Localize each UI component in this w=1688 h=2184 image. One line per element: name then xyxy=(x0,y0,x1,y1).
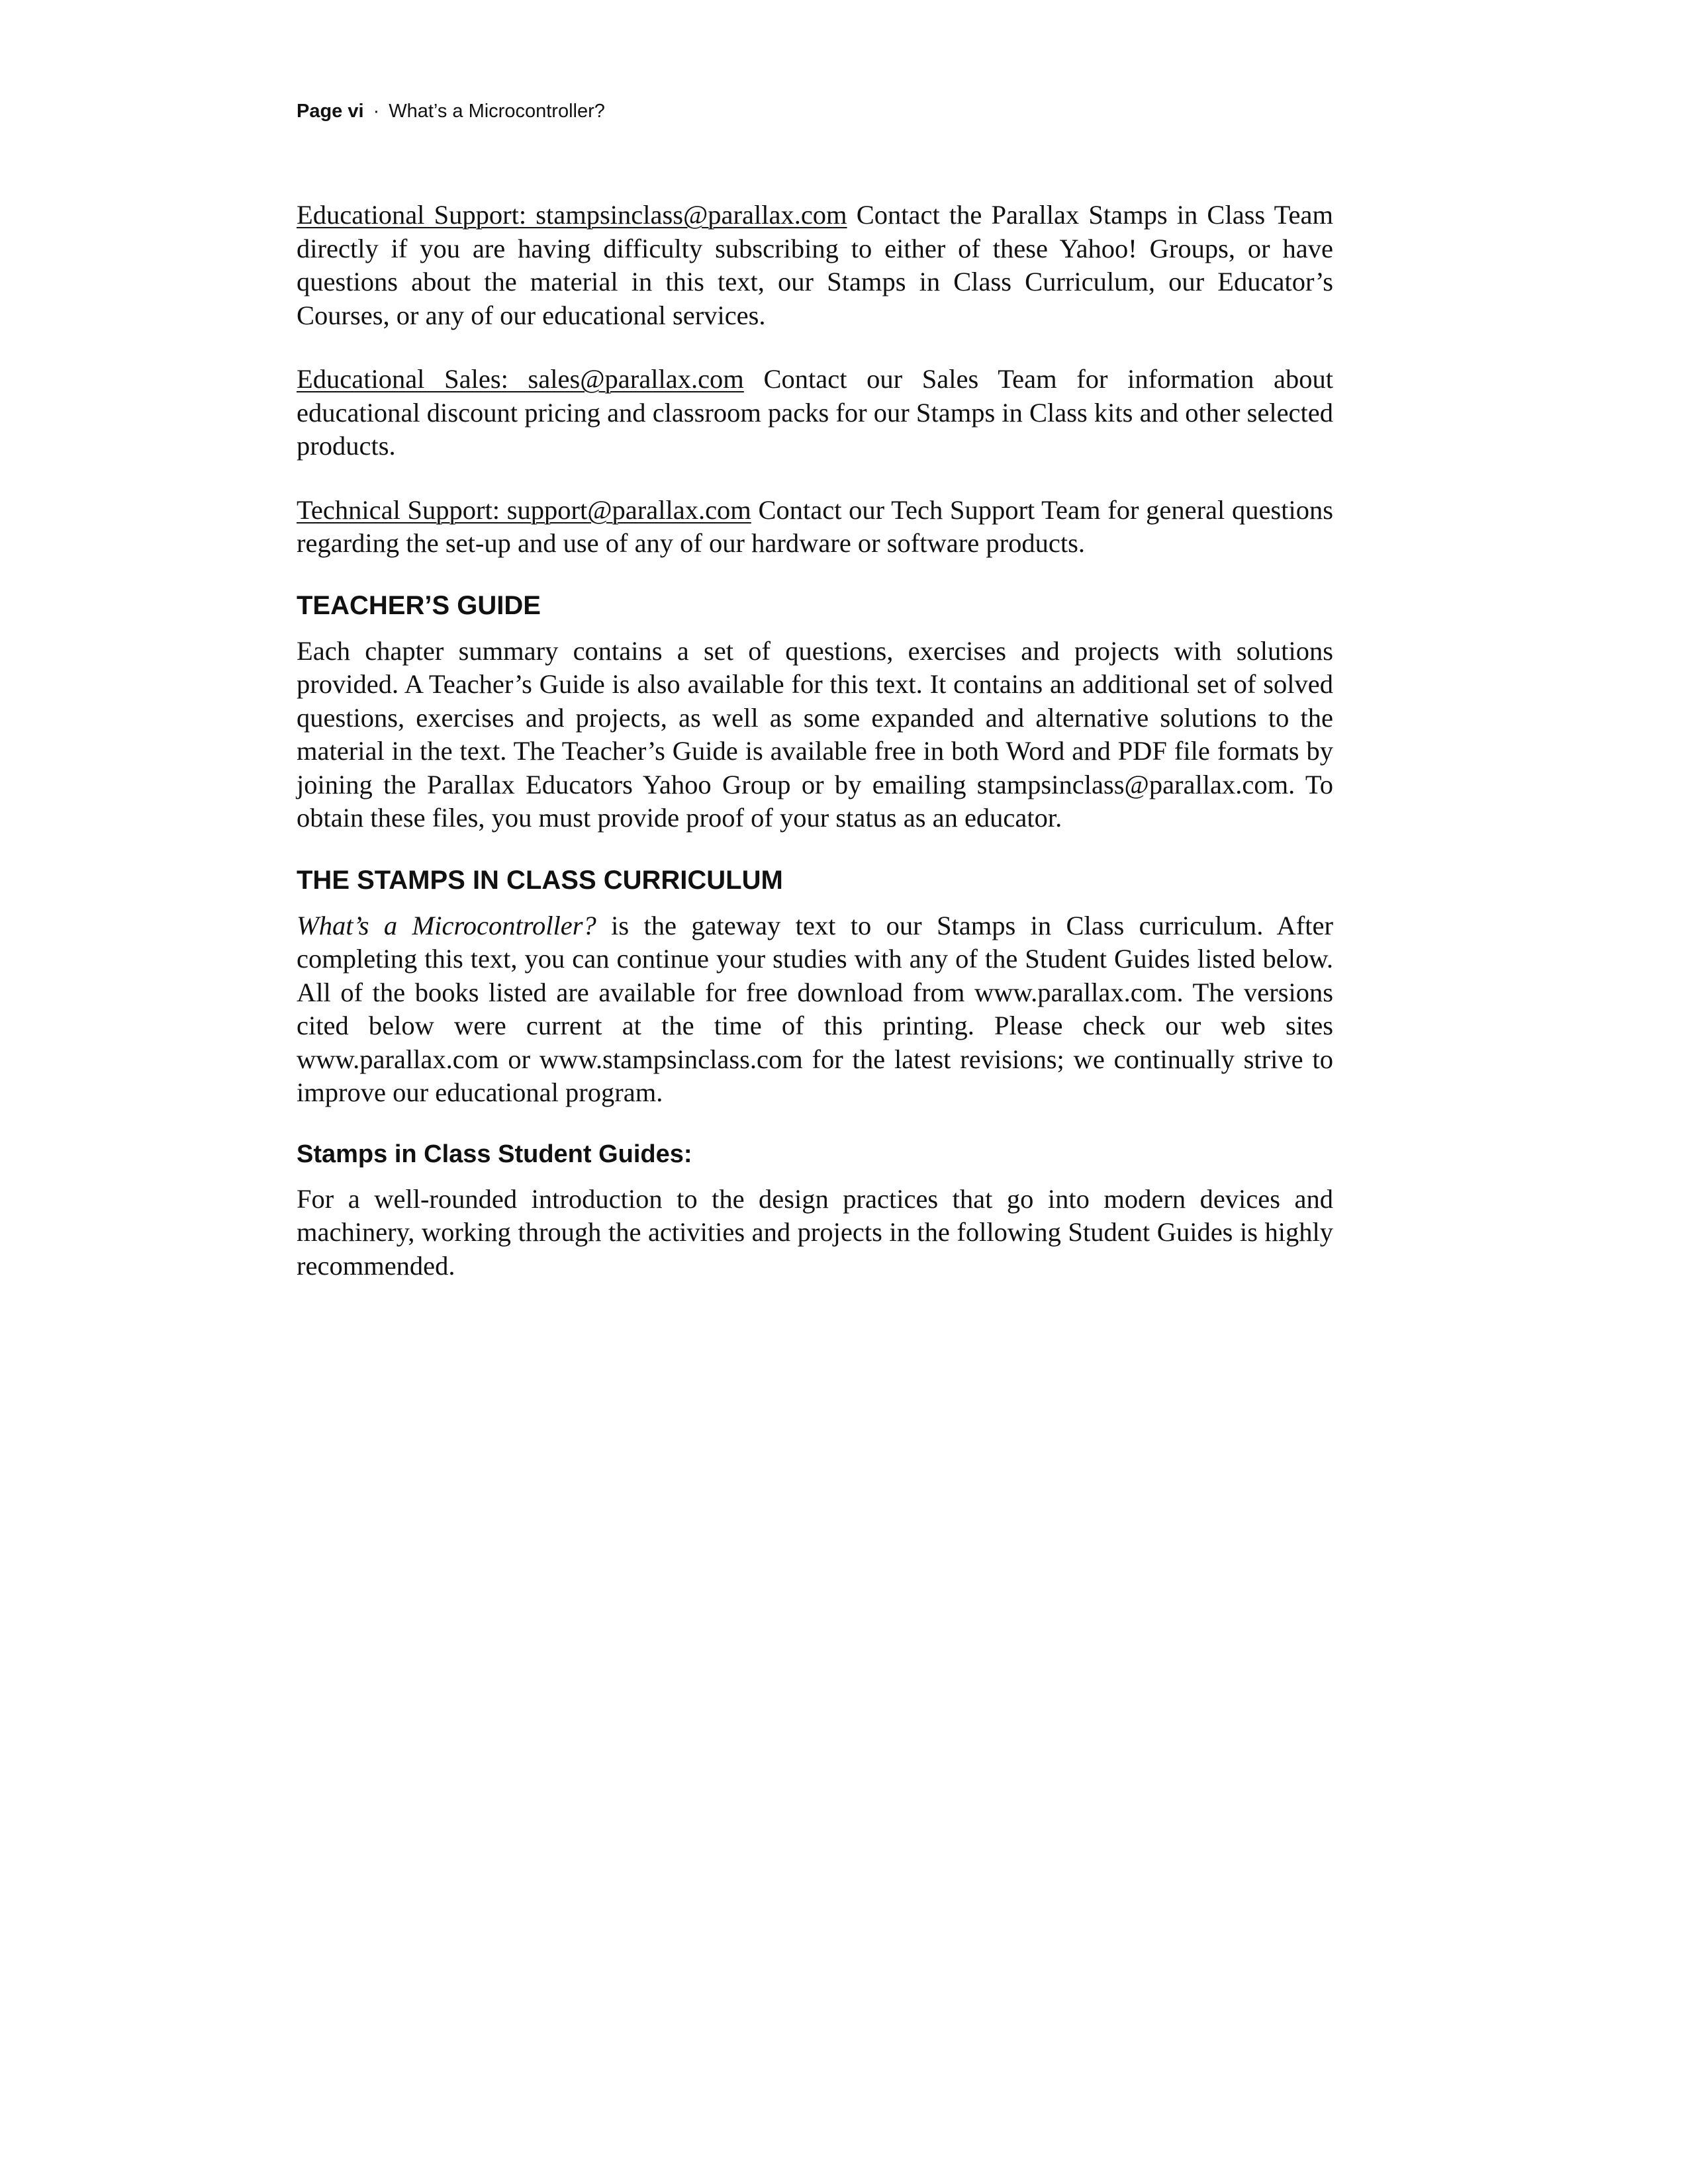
educational-sales-text: Contact our Sales Team for information about educational discount pricing and classroom packs for our Stamps in Class kits and other selected products. xyxy=(297,364,1333,461)
educational-sales-paragraph xyxy=(297,363,1333,463)
teachers-guide-paragraph: Each chapter summary contains a set of questions, exercises and projects with solutions provided. A Teacher’s Guide is also available for this text. It contains an additional set of solved questions, exercises and projects, as well as some expanded and alternative solutions to the material in the text. The Teacher’s Guide is available free in both Word and PDF file formats by joining the Parallax Educators Yahoo Group or by emailing stampsinclass@parallax.com. To obtain these files, you must provide proof of your status as an educator. xyxy=(297,635,1333,833)
header-separator: · xyxy=(373,101,380,122)
book-title: What’s a Microcontroller? xyxy=(389,101,605,122)
running-header xyxy=(297,98,605,124)
technical-support-label: Technical Support: support@parallax.com xyxy=(297,494,751,525)
curriculum-text: is the gateway text to our Stamps in Class curriculum. After completing this text, you can continue your studies with any of the Student Guides listed below. All of the books listed are available for free download from www.parallax.com. The versions cited below were current at the time of this printing. Please check our web sites www.parallax.com or www.stampsinclass.com for the latest revisions; we continually strive to improve our educational program. xyxy=(297,910,1333,1107)
curriculum-paragraph xyxy=(297,909,1333,1110)
curriculum-heading: THE STAMPS IN CLASS CURRICULUM xyxy=(297,865,783,895)
technical-support-paragraph xyxy=(297,494,1333,561)
educational-support-label: Educational Support: stampsinclass@parallax.com xyxy=(297,200,847,230)
technical-support-text: Contact our Tech Support Team for general questions regarding the set-up and use of any of our hardware or software products. xyxy=(297,494,1333,558)
student-guides-heading: Stamps in Class Student Guides: xyxy=(297,1140,692,1168)
teachers-guide-heading: TEACHER’S GUIDE xyxy=(297,590,541,620)
educational-support-paragraph xyxy=(297,199,1333,332)
student-guides-paragraph: For a well-rounded introduction to the design practices that go into modern devices and machinery, working through the activities and projects in the following Student Guides is highly recommended. xyxy=(297,1183,1333,1281)
page-body xyxy=(297,199,1333,1283)
educational-support-text: Contact the Parallax Stamps in Class Team directly if you are having difficulty subscribing to either of these Yahoo! Groups, or have questions about the material in this text, our Stamps in Class Curriculum, our Educator’s Courses, or any of our educational services. xyxy=(297,200,1333,330)
page-number: Page vi xyxy=(297,101,364,122)
curriculum-book-title: What’s a Microcontroller? xyxy=(297,910,596,940)
educational-sales-label: Educational Sales: sales@parallax.com xyxy=(297,364,744,394)
